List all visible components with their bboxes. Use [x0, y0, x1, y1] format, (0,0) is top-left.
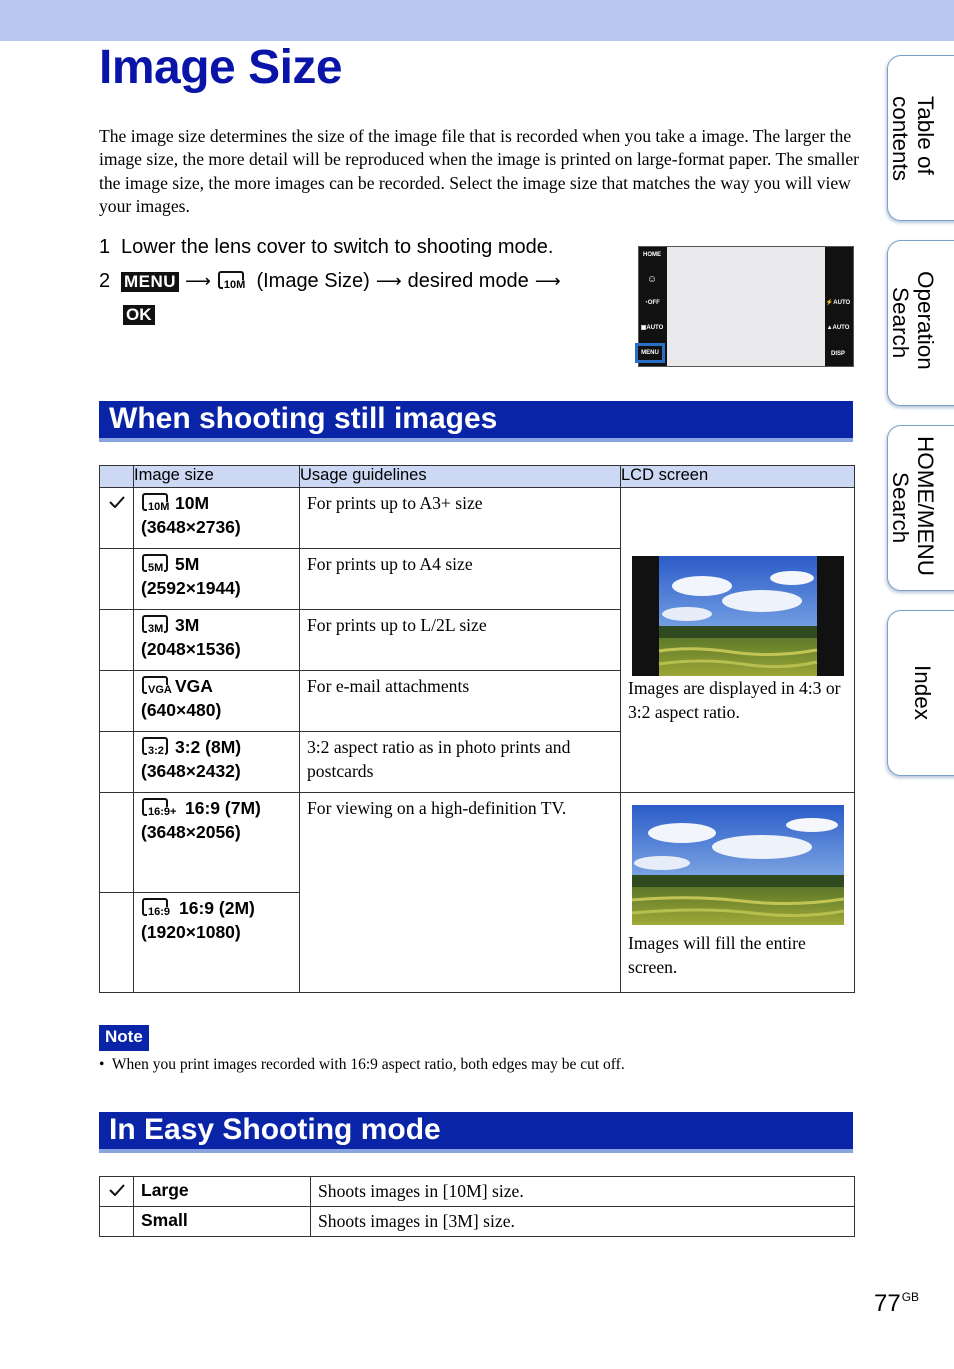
check-blank	[100, 793, 134, 893]
table-row	[100, 488, 855, 549]
size-3m-icon: 3M	[141, 615, 171, 637]
steps	[99, 236, 619, 326]
menu-selected-icon: MENU	[635, 343, 665, 363]
lcd-right-panel	[825, 247, 853, 366]
note-label: Note	[99, 1025, 149, 1051]
arrow-right-icon: ⟶	[185, 271, 211, 291]
tab-index[interactable]	[887, 610, 954, 776]
tab-label-line2: contents	[888, 96, 913, 182]
arrow-right-icon: ⟶	[375, 271, 402, 291]
menu-button-icon: MENU	[121, 272, 179, 292]
table-row	[100, 1207, 855, 1237]
tab-operation-search[interactable]	[887, 240, 954, 406]
desired-mode-text: desired mode	[407, 270, 529, 292]
usage-cell: For prints up to A3+ size	[300, 488, 621, 549]
tab-label-line1: Table of	[913, 96, 938, 175]
lcd-16-9-caption: Images will fill the entire screen.	[628, 933, 806, 977]
step-2	[99, 266, 619, 326]
flash-auto-icon: ⚡AUTO	[825, 300, 851, 306]
note-text: • When you print images recorded with 16:9 aspect ratio, both edges may be cut off.	[99, 1056, 625, 1073]
default-check-icon	[100, 488, 134, 549]
size-cell: 10M 10M (3648×2736)	[134, 488, 300, 549]
size-vga-icon: VGA	[141, 676, 171, 698]
table-header-image-size: Image size	[134, 466, 300, 488]
lcd-4-3-cell	[621, 488, 855, 793]
easy-mode-name: Small	[134, 1207, 311, 1237]
easy-mode-desc: Shoots images in [10M] size.	[311, 1177, 855, 1207]
home-icon: HOME	[643, 252, 661, 258]
table-header-usage: Usage guidelines	[300, 466, 621, 488]
image-size-icon: 10M	[217, 271, 247, 293]
auto-mode-icon: ▣AUTO	[640, 325, 664, 331]
size-cell: 3M 3M (2048×1536)	[134, 610, 300, 671]
default-check-icon	[100, 1177, 134, 1207]
tab-home-menu-search[interactable]	[887, 425, 954, 591]
size-5m-icon: 5M	[141, 554, 171, 576]
tab-label-line1: Operation	[913, 271, 938, 370]
page-title: Image Size	[99, 41, 343, 94]
size-cell: VGA VGA (640×480)	[134, 671, 300, 732]
size-10m-icon: 10M	[141, 493, 171, 515]
easy-shooting-table	[99, 1176, 855, 1237]
size-cell: 5M 5M (2592×1944)	[134, 549, 300, 610]
tab-table-of-contents[interactable]	[887, 55, 954, 221]
ok-button-icon: OK	[123, 305, 155, 325]
size-cell: 16:9+ 16:9 (7M) (3648×2056)	[134, 793, 300, 893]
tab-label-line2: Search	[888, 287, 913, 359]
lcd-16-9-cell	[621, 793, 855, 993]
smile-icon: ☺	[646, 274, 658, 285]
check-blank	[100, 732, 134, 793]
intro-paragraph: The image size determines the size of the image file that is recorded when you take a image. The larger the image size, the more detail will be reproduced when the image is printed on large-format paper. The smaller the image size, the more images can be recorded. Select the image size that matches the way you will view your images.	[99, 126, 860, 216]
check-blank	[100, 610, 134, 671]
tab-label-line1: Index	[910, 665, 935, 721]
table-header-lcd: LCD screen	[621, 466, 855, 488]
usage-cell: For prints up to L/2L size	[300, 610, 621, 671]
size-16-9-2m-icon: 16:9	[141, 898, 175, 920]
section-still-images: When shooting still images	[99, 401, 853, 442]
usage-cell: For e-mail attachments	[300, 671, 621, 732]
section-easy-shooting: In Easy Shooting mode	[99, 1112, 853, 1153]
step-2-number: 2	[99, 270, 111, 292]
check-blank	[100, 671, 134, 732]
tab-label-line2: Search	[888, 472, 913, 544]
size-cell: 16:9 16:9 (2M) (1920×1080)	[134, 893, 300, 993]
step-1	[99, 236, 619, 266]
size-3-2-icon: 3:2	[141, 737, 171, 759]
arrow-right-icon: ⟶	[534, 271, 561, 291]
lcd-screen-preview	[638, 246, 854, 367]
usage-cell: 3:2 aspect ratio as in photo prints and postcards	[300, 732, 621, 793]
step-1-number: 1	[99, 236, 111, 258]
timer-off-icon: ◔OFF	[644, 300, 660, 306]
check-blank	[100, 893, 134, 993]
check-blank	[100, 549, 134, 610]
easy-mode-name: Large	[134, 1177, 311, 1207]
tab-label-line1: HOME/MENU	[913, 436, 938, 576]
disp-icon: DISP	[830, 351, 845, 357]
easy-mode-desc: Shoots images in [3M] size.	[311, 1207, 855, 1237]
size-16-9-7m-icon: 16:9+	[141, 798, 181, 820]
top-band	[0, 0, 954, 41]
check-blank	[100, 1207, 134, 1237]
size-cell: 3:2 3:2 (8M) (3648×2432)	[134, 732, 300, 793]
landscape-16-9-image	[632, 805, 844, 925]
step-1-text: Lower the lens cover to switch to shooting mode.	[121, 236, 554, 258]
still-image-table	[99, 465, 855, 993]
lcd-4-3-caption: Images are displayed in 4:3 or 3:2 aspect ratio.	[628, 678, 841, 722]
usage-cell: For prints up to A4 size	[300, 549, 621, 610]
lcd-left-panel	[639, 247, 667, 366]
landscape-4-3-image	[632, 556, 844, 676]
table-header-blank	[100, 466, 134, 488]
macro-auto-icon: ▲AUTO	[826, 325, 850, 331]
table-header-row	[100, 466, 855, 488]
image-size-text: (Image Size)	[256, 270, 370, 292]
page-number: $77^{GB}$	[874, 1290, 920, 1317]
usage-cell: For viewing on a high-definition TV.	[300, 793, 621, 993]
table-row	[100, 1177, 855, 1207]
table-row	[100, 793, 855, 893]
